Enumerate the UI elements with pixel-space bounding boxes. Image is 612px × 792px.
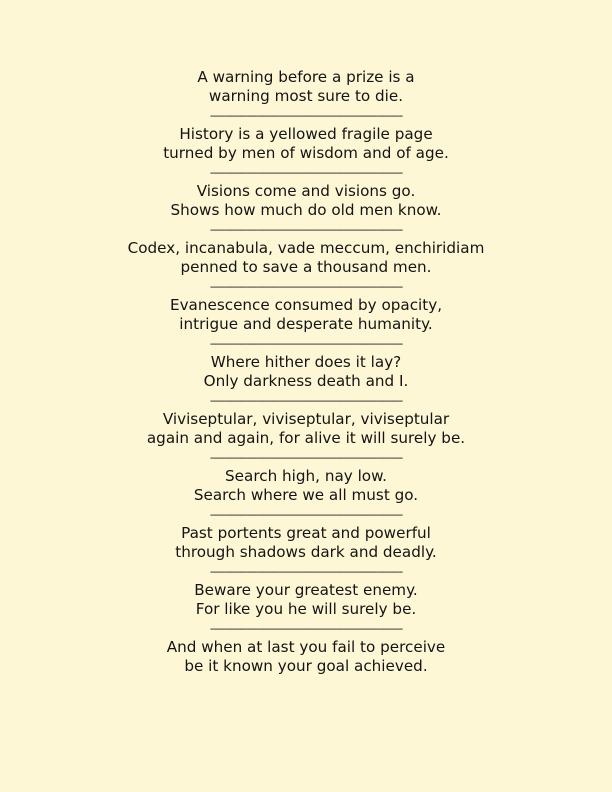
stanza-line: Past portents great and powerful	[181, 524, 431, 542]
stanza-line: Evanescence consumed by opacity,	[169, 296, 443, 314]
stanza-line: be it known your goal achieved.	[184, 657, 428, 675]
stanza-line: Visions come and visions go.	[196, 182, 416, 200]
dashed-divider: -------------------------------------------------------------------	[209, 223, 403, 236]
stanza-line: Codex, incanabula, vade meccum, enchiridiam	[127, 239, 485, 257]
dashed-divider: -------------------------------------------------------------------	[209, 337, 403, 350]
stanza-line: History is a yellowed fragile page	[179, 125, 433, 143]
dashed-divider: -------------------------------------------------------------------	[209, 508, 403, 521]
stanza-line: Viviseptular, viviseptular, viviseptular	[162, 410, 450, 428]
stanza-line: through shadows dark and deadly.	[175, 543, 437, 561]
dashed-divider: -------------------------------------------------------------------	[209, 451, 403, 464]
stanza-5	[0, 296, 612, 334]
stanza-line: again and again, for alive it will surely be.	[146, 429, 466, 447]
poem	[0, 68, 612, 676]
stanza-10	[0, 581, 612, 619]
stanza-line: For like you he will surely be.	[195, 600, 417, 618]
dashed-divider: -------------------------------------------------------------------	[209, 280, 403, 293]
stanza-1	[0, 68, 612, 106]
stanza-11	[0, 638, 612, 676]
dashed-divider: -------------------------------------------------------------------	[209, 622, 403, 635]
stanza-line: Search high, nay low.	[225, 467, 387, 485]
stanza-line: penned to save a thousand men.	[180, 258, 432, 276]
stanza-line: Only darkness death and I.	[203, 372, 409, 390]
stanza-6	[0, 353, 612, 391]
stanza-line: Shows how much do old men know.	[170, 201, 442, 219]
stanza-7	[0, 410, 612, 448]
stanza-line: And when at last you fail to perceive	[166, 638, 446, 656]
stanza-3	[0, 182, 612, 220]
stanza-line: intrigue and desperate humanity.	[179, 315, 433, 333]
dashed-divider: -------------------------------------------------------------------	[209, 109, 403, 122]
stanza-line: Beware your greatest enemy.	[194, 581, 418, 599]
stanza-8	[0, 467, 612, 505]
stanza-line: Where hither does it lay?	[210, 353, 402, 371]
stanza-line: Search where we all must go.	[193, 486, 419, 504]
stanza-9	[0, 524, 612, 562]
stanza-line: warning most sure to die.	[208, 87, 404, 105]
stanza-4	[0, 239, 612, 277]
stanza-2	[0, 125, 612, 163]
dashed-divider: -------------------------------------------------------------------	[209, 565, 403, 578]
stanza-line: turned by men of wisdom and of age.	[163, 144, 449, 162]
dashed-divider: -------------------------------------------------------------------	[209, 166, 403, 179]
dashed-divider: -------------------------------------------------------------------	[209, 394, 403, 407]
stanza-line: A warning before a prize is a	[197, 68, 415, 86]
